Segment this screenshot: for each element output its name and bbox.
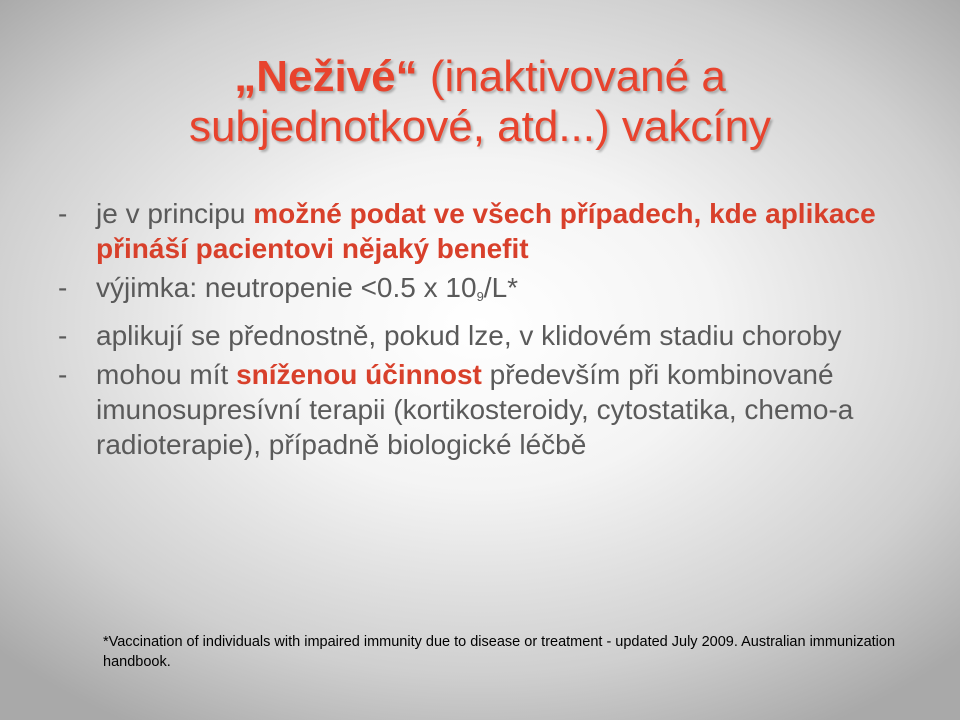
title-line-2: subjednotkové, atd...) vakcíny (188, 102, 772, 151)
bullet-text (96, 357, 918, 462)
bullet-dash: - (58, 198, 68, 229)
bullet-item-3 (58, 318, 918, 353)
bullet-dash: - (58, 272, 68, 303)
exponent: 9 (476, 289, 484, 304)
bullet-list (58, 196, 918, 466)
bullet-text-post: /L* (483, 272, 519, 303)
bullet-text (96, 196, 918, 266)
title-line-1-rest: (inaktivované a (417, 52, 726, 101)
bullet-text-pre: mohou mít (96, 359, 237, 390)
bullet-item-4 (58, 357, 918, 462)
title-quoted-term: „Neživé“ (234, 52, 418, 101)
bullet-dash: - (58, 320, 68, 351)
bullet-highlight: možné podat ve všech případech, kde aplikace přináší pacientovi nějaký benefit (96, 198, 876, 264)
bullet-text-post: především při kombinované imunosupresívní terapii (kortikosteroidy, cytostatika, chemo-a radioterapie), případně biologické léčbě (96, 359, 854, 460)
slide-title (0, 52, 960, 152)
bullet-highlight: sníženou účinnost (236, 359, 482, 390)
title-line-1 (0, 52, 960, 102)
bullet-item-1 (58, 196, 918, 266)
bullet-dash: - (58, 359, 68, 390)
bullet-text: aplikují se přednostně, pokud lze, v klidovém stadiu choroby (96, 320, 842, 351)
bullet-text-pre: výjimka: neutropenie <0.5 x 10 (96, 272, 477, 303)
bullet-text (96, 270, 918, 314)
bullet-item-2 (58, 270, 918, 314)
footnote: *Vaccination of individuals with impaired immunity due to disease or treatment - updated July 2009. Australian immunization handbook. (103, 634, 896, 670)
bullet-text-pre: je v principu (96, 198, 254, 229)
